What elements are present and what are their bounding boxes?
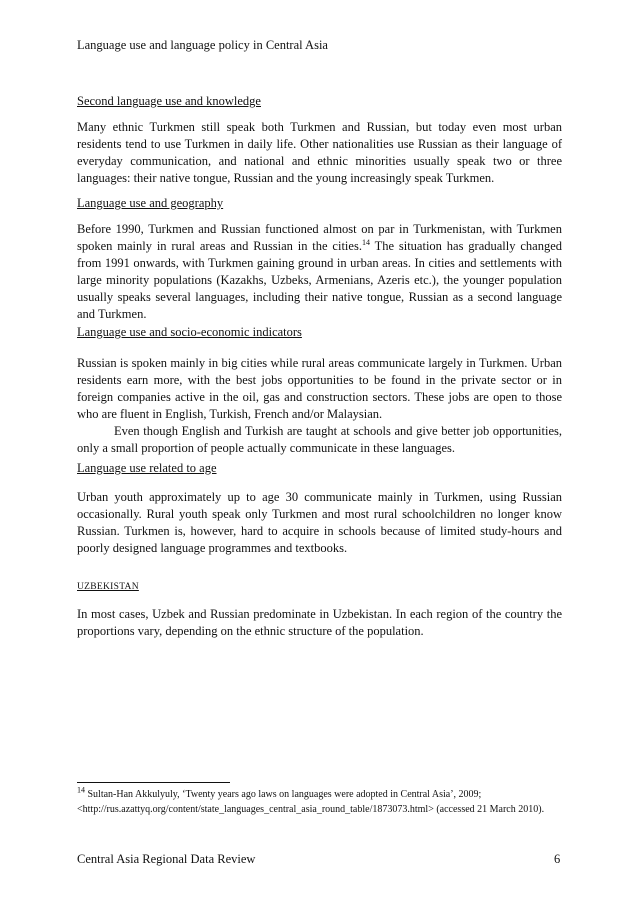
section-heading-age: Language use related to age xyxy=(77,461,217,475)
paragraph-geography-part1: Before 1990, Turkmen and Russian functioned almost on par in Turkmenistan, with Turkmen spoken mainly in rural areas and Russian in the cities. xyxy=(77,222,562,253)
paragraph-geography xyxy=(77,221,562,323)
footnote-separator xyxy=(77,782,230,783)
paragraph-socio-economic-1: Russian is spoken mainly in big cities while rural areas communicate largely in Turkmen. Urban residents earn more, with the best jobs opportunities to be found in the private sector or in foreign companies active in the oil, gas and construction sectors. These jobs are open to those who are fluent in English, Turkish, French and/or Malaysian. xyxy=(77,356,562,421)
footnote-text: Sultan-Han Akkulyuly, ‘Twenty years ago laws on languages were adopted in Central Asia’, 2009; <http://rus.azattyq.org/content/state_languages_central_asia_round_table/1873073.html> (accessed 21 March 2010). xyxy=(77,789,545,815)
running-header: Language use and language policy in Central Asia xyxy=(77,38,328,52)
section-heading-socio-economic: Language use and socio-economic indicators xyxy=(77,325,302,339)
footnote-reference[interactable]: 14 xyxy=(361,237,370,247)
paragraph-socio-economic-2: Even though English and Turkish are taught at schools and give better job opportunities, only a small proportion of people actually communicate in these languages. xyxy=(77,424,562,455)
paragraph-second-language: Many ethnic Turkmen still speak both Turkmen and Russian, but today even most urban residents tend to use Turkmen in daily life. Other nationalities use Russian as their language of everyday communication, and national and ethnic minorities usually speak two or three languages: their native tongue, Russian and the young increasingly speak Turkmen. xyxy=(77,120,562,185)
section-heading-uzbekistan: UZBEKISTAN xyxy=(77,582,139,592)
paragraph-uzbekistan: In most cases, Uzbek and Russian predominate in Uzbekistan. In each region of the country the proportions vary, depending on the ethnic structure of the population. xyxy=(77,607,562,638)
section-heading-geography: Language use and geography xyxy=(77,196,224,210)
section-heading-second-language: Second language use and knowledge xyxy=(77,94,261,108)
footnote-number: 14 xyxy=(77,785,85,795)
footer-title: Central Asia Regional Data Review xyxy=(77,852,256,866)
page-number: 6 xyxy=(554,852,561,866)
paragraph-geography-part2: The situation has gradually changed from 1991 onwards, with Turkmen gaining ground in urban areas. In cities and settlements with large minority populations (Kazakhs, Uzbeks, Armenians, Azeris etc.), the younger population usually speaks several languages, including their native tongue, Russian as a second language and Turkmen. xyxy=(77,239,562,321)
footnote xyxy=(77,785,562,817)
paragraph-age: Urban youth approximately up to age 30 communicate mainly in Turkmen, using Russian occasionally. Rural youth speak only Turkmen and most rural schoolchildren no longer know Russian. Turkmen is, however, hard to acquire in schools because of limited study-hours and poorly designed language programmes and textbooks. xyxy=(77,490,562,555)
